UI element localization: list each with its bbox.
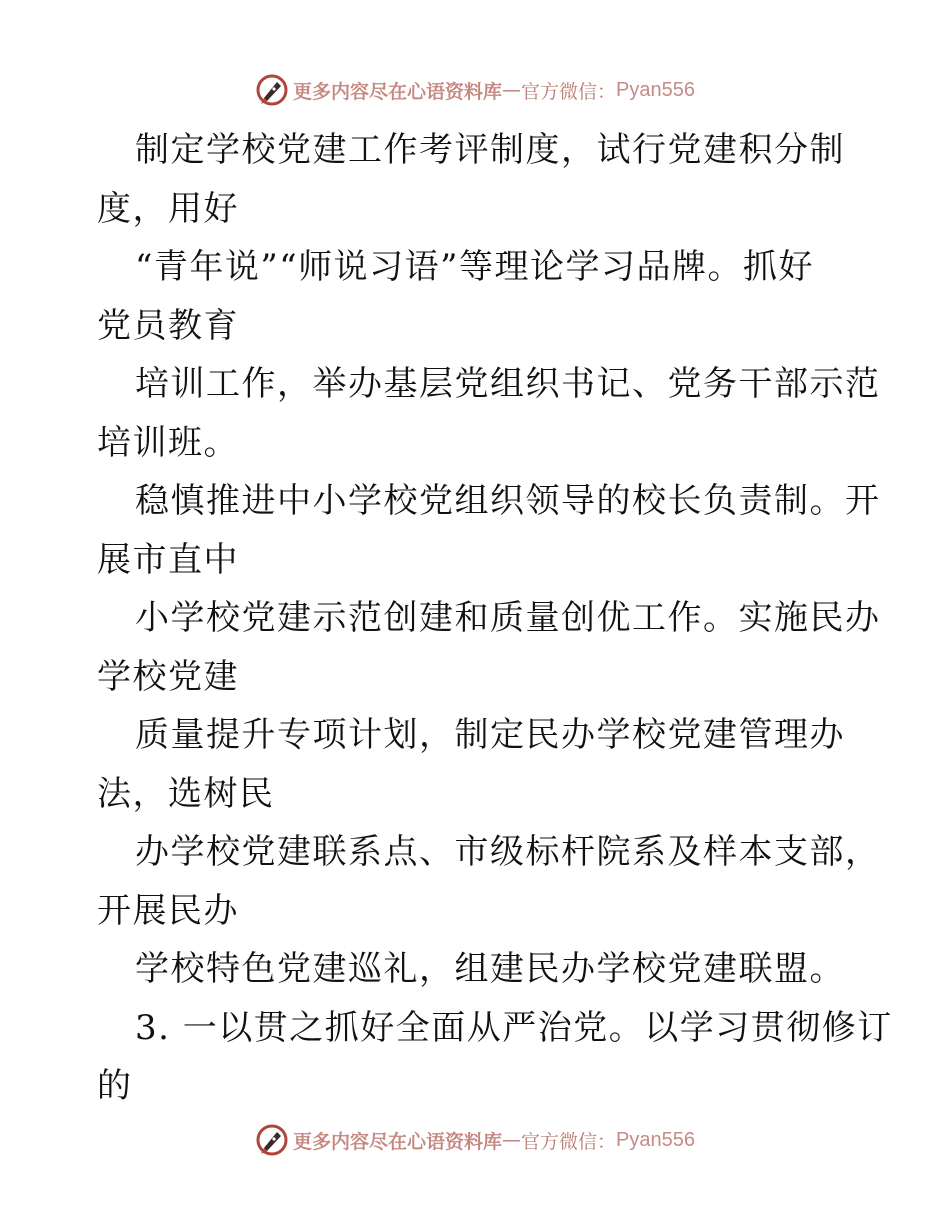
watermark-handle: Pyan556 — [616, 1128, 695, 1151]
footer-watermark — [0, 1120, 950, 1160]
body-line: 稳慎推进中小学校党组织领导的校长负责制。开 — [135, 481, 881, 521]
body-line: 法，选树民 — [97, 773, 275, 814]
header-watermark — [0, 70, 950, 110]
body-line: 质量提升专项计划，制定民办学校党建管理办 — [135, 715, 845, 755]
body-line: 学校特色党建巡礼，组建民办学校党建联盟。 — [135, 949, 845, 989]
body-line: 小学校党建示范创建和质量创优工作。实施民办 — [135, 598, 881, 638]
document-body — [97, 121, 893, 1116]
body-line: 培训班。 — [97, 422, 239, 463]
pen-nib-logo-icon — [255, 73, 289, 107]
pen-nib-logo-icon — [255, 1123, 289, 1157]
body-line: 党员教育 — [97, 305, 239, 346]
body-line: 学校党建 — [97, 656, 239, 697]
body-line: 办学校党建联系点、市级标杆院系及样本支部， — [135, 832, 881, 872]
body-line: 培训工作，举办基层党组织书记、党务干部示范 — [135, 364, 881, 404]
body-line: 度，用好 — [97, 188, 239, 229]
watermark-dash: — — [502, 79, 522, 101]
body-line: 开展民办 — [97, 890, 239, 931]
watermark-official: 官方微信： — [521, 80, 617, 103]
watermark-handle: Pyan556 — [616, 78, 695, 101]
body-line: “青年说”“师说习语”等理论学习品牌。抓好 — [135, 247, 815, 287]
body-line: 的 — [97, 1066, 133, 1106]
body-line: 制定学校党建工作考评制度，试行党建积分制 — [135, 130, 845, 170]
body-line: 展市直中 — [97, 539, 239, 580]
body-line: 3. 一以贯之抓好全面从严治党。以学习贯彻修订 — [135, 1007, 893, 1048]
watermark-dash: — — [502, 1129, 522, 1151]
watermark-brand: 更多内容尽在心语资料库 — [293, 1130, 503, 1153]
watermark-brand: 更多内容尽在心语资料库 — [293, 80, 503, 103]
watermark-official: 官方微信： — [521, 1130, 617, 1153]
